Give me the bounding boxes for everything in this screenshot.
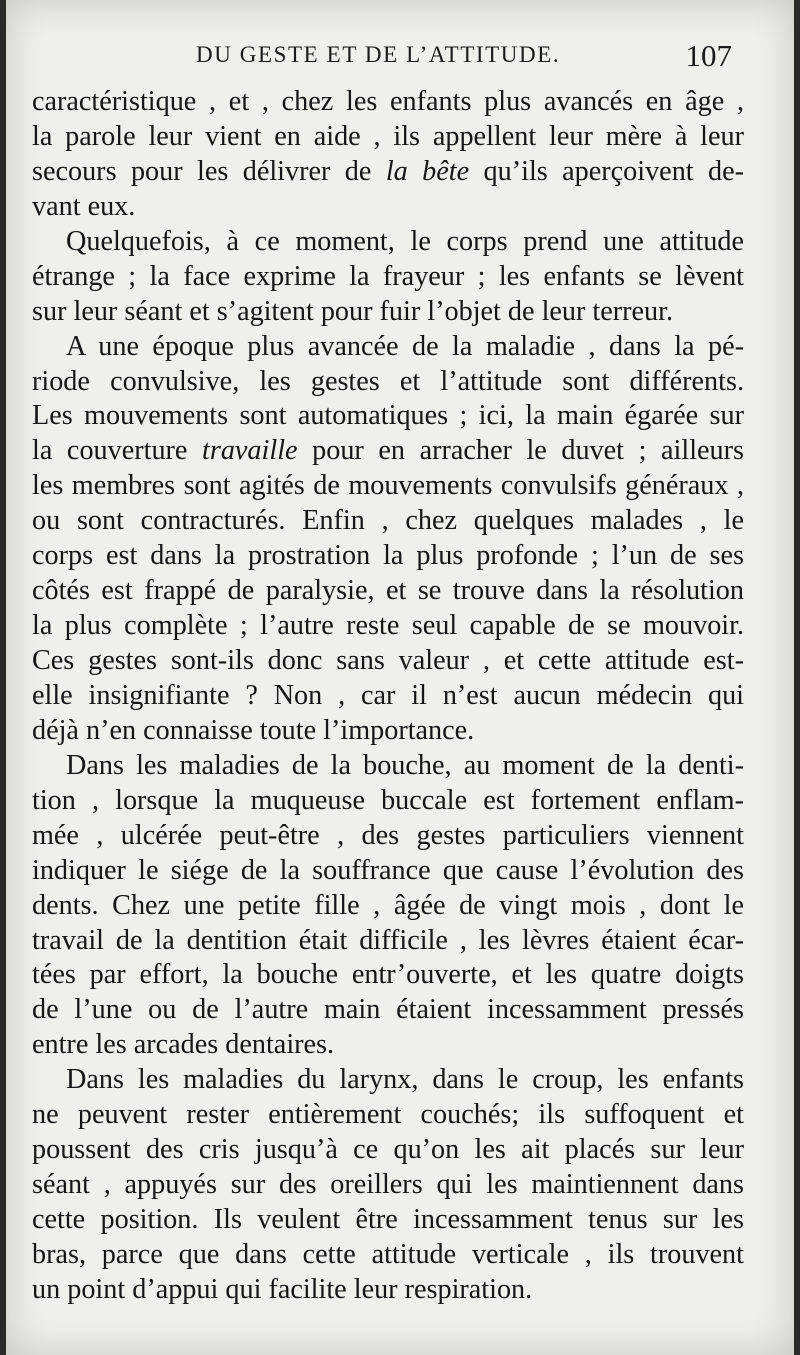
text-line: Dans les maladies de la bouche, au moment de la denti- [66,749,744,781]
text-line: A une époque plus avancée de la maladie , dans la pé- [66,330,744,362]
text-line: la couverture travaille pour en arracher le duvet ; ailleurs [32,435,744,467]
text-line: ne peuvent rester entièrement couchés; ils suffoquent et [32,1099,744,1131]
text-line: ou sont contracturés. Enfin , chez quelques malades , le [32,505,744,537]
text-line: Dans les maladies du larynx, dans le croup, les enfants [66,1064,744,1096]
text-line: corps est dans la prostration la plus profonde ; l’un de ses [32,540,744,572]
italic-phrase: travaille [202,435,298,467]
book-page [6,0,794,1355]
text-line: secours pour les délivrer de la bête qu’ils aperçoivent de- [32,155,745,187]
text-line: un point d’appui qui facilite leur respiration. [32,1273,533,1305]
text-line: dents. Chez une petite fille , âgée de vingt mois , dont le [32,889,744,921]
text-line: étrange ; la face exprime la frayeur ; les enfants se lèvent [32,260,744,292]
italic-phrase: la bête [385,155,470,187]
text-line: riode convulsive, les gestes et l’attitude sont différents. [32,365,744,397]
text-line: de l’une ou de l’autre main étaient incessamment pressés [32,994,744,1026]
text-line: séant , appuyés sur des oreillers qui les maintiennent dans [32,1169,744,1201]
text-line: côtés est frappé de paralysie, et se trouve dans la résolution [32,575,744,607]
text-line: Ces gestes sont-ils donc sans valeur , et cette attitude est- [32,645,744,676]
text-line: vant eux. [32,190,136,222]
text-line: caractéristique , et , chez les enfants plus avancés en âge , [32,86,744,117]
text-line: tion , lorsque la muqueuse buccale est fortement enflam- [32,784,744,816]
text-line: indiquer le siége de la souffrance que cause l’évolution des [32,854,744,886]
running-head: DU GESTE ET DE L’ATTITUDE. [196,42,561,67]
text-line: déjà n’en connaisse toute l’importance. [32,714,475,746]
text-line: Quelquefois, à ce moment, le corps prend une attitude [66,225,744,257]
text-line: tées par effort, la bouche entr’ouverte, et les quatre doigts [32,959,744,991]
page-number: 107 [685,38,732,73]
text-line: les membres sont agités de mouvements convulsifs généraux , [32,470,744,502]
page-header [6,38,794,76]
text-line: elle insignifiante ? Non , car il n’est aucun médecin qui [32,679,744,711]
body-text [32,85,744,1308]
text-line: mée , ulcérée peut-être , des gestes particuliers viennent [32,819,744,851]
text-line: bras, parce que dans cette attitude verticale , ils trouvent [32,1238,744,1270]
text-line: travail de la dentition était difficile , les lèvres étaient écar- [32,924,744,956]
text-line: poussent des cris jusqu’à ce qu’on les ait placés sur leur [32,1134,744,1166]
text-line: entre les arcades dentaires. [32,1029,335,1061]
text-line: Les mouvements sont automatiques ; ici, la main égarée sur [32,400,744,432]
text-line: cette position. Ils veulent être incessamment tenus sur les [32,1204,744,1235]
text-line: sur leur séant et s’agitent pour fuir l’objet de leur terreur. [32,295,674,327]
text-line: la parole leur vient en aide , ils appellent leur mère à leur [32,120,744,152]
text-line: la plus complète ; l’autre reste seul capable de se mouvoir. [32,610,744,642]
